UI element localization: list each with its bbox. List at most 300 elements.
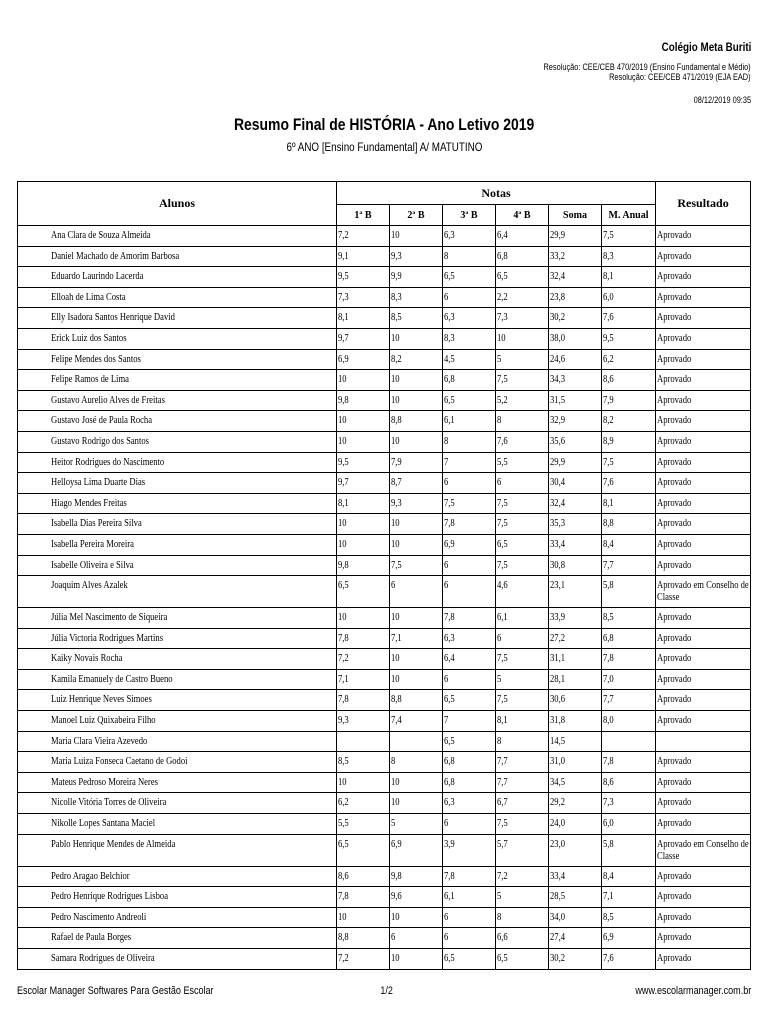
grade-b2: 6 xyxy=(391,579,396,592)
table-row xyxy=(18,669,751,690)
annual-average-cell xyxy=(602,711,656,732)
grade-b4: 4,6 xyxy=(497,579,508,592)
result-status: Aprovado xyxy=(657,249,692,262)
grade-b2-cell xyxy=(390,452,443,473)
grade-sum-cell xyxy=(549,628,602,649)
grade-b3: 6,8 xyxy=(444,775,455,788)
grade-b4: 10 xyxy=(497,331,506,344)
result-status: Aprovado xyxy=(657,631,692,644)
grade-b1: 8,8 xyxy=(338,931,349,944)
student-name: Júlia Mel Nascimento de Siqueira xyxy=(51,611,168,624)
grade-b4-cell xyxy=(496,555,549,576)
annual-average-cell xyxy=(602,928,656,949)
grade-b4-cell xyxy=(496,669,549,690)
grade-b4: 7,3 xyxy=(497,311,508,324)
header-bimester-4: 4ª B xyxy=(496,205,549,226)
grade-b1-cell xyxy=(337,576,390,608)
grade-sum-cell xyxy=(549,649,602,670)
report-timestamp: 08/12/2019 09:35 xyxy=(693,95,751,105)
grade-b2: 10 xyxy=(391,910,400,923)
student-name-cell xyxy=(18,887,337,908)
grade-b3: 7,5 xyxy=(444,496,455,509)
footer-software-name: Escolar Manager Softwares Para Gestão Escolar xyxy=(17,985,214,997)
grade-b1-cell xyxy=(337,690,390,711)
result-status-cell xyxy=(656,349,751,370)
grade-b1-cell xyxy=(337,649,390,670)
annual-average-cell xyxy=(602,514,656,535)
table-row xyxy=(18,608,751,629)
grade-b4: 2,2 xyxy=(497,290,508,303)
result-status: Aprovado xyxy=(657,931,692,944)
grade-b2-cell xyxy=(390,328,443,349)
grade-sum-cell xyxy=(549,555,602,576)
grade-b2-cell xyxy=(390,752,443,773)
table-row xyxy=(18,793,751,814)
grade-b1: 7,2 xyxy=(338,229,349,241)
grade-b1-cell xyxy=(337,887,390,908)
grade-b3: 6 xyxy=(444,817,449,830)
grade-b4: 6 xyxy=(497,631,502,644)
grade-b4-cell xyxy=(496,731,549,752)
result-status: Aprovado xyxy=(657,331,692,344)
grade-b2-cell xyxy=(390,649,443,670)
student-name: Eduardo Laurindo Lacerda xyxy=(51,270,144,283)
table-row xyxy=(18,370,751,391)
table-row xyxy=(18,731,751,752)
annual-average-cell xyxy=(602,731,656,752)
grade-b1-cell xyxy=(337,328,390,349)
report-subtitle: 6º ANO [Ensino Fundamental] A/ MATUTINO xyxy=(286,140,482,154)
grade-sum-cell xyxy=(549,370,602,391)
grade-b1-cell xyxy=(337,752,390,773)
grade-b4: 5 xyxy=(497,352,502,365)
student-name-cell xyxy=(18,752,337,773)
grade-b2-cell xyxy=(390,555,443,576)
grade-b3-cell xyxy=(443,814,496,835)
grade-b1: 7,3 xyxy=(338,290,349,303)
result-status: Aprovado xyxy=(657,910,692,923)
annual-average-cell xyxy=(602,226,656,247)
grade-b2-cell xyxy=(390,866,443,887)
result-status-cell xyxy=(656,411,751,432)
student-name-cell xyxy=(18,669,337,690)
grade-b4: 6,6 xyxy=(497,931,508,944)
grade-b4-cell xyxy=(496,514,549,535)
result-status: Aprovado xyxy=(657,434,692,447)
grade-b1: 10 xyxy=(338,373,347,386)
grade-sum: 30,2 xyxy=(550,311,566,324)
grade-b2-cell xyxy=(390,711,443,732)
annual-average: 7,6 xyxy=(603,311,614,324)
grade-b3-cell xyxy=(443,431,496,452)
grade-b2-cell xyxy=(390,772,443,793)
report-title-container xyxy=(0,115,768,135)
annual-average-cell xyxy=(602,608,656,629)
grade-sum: 34,0 xyxy=(550,910,566,923)
grade-b2: 10 xyxy=(391,952,400,964)
annual-average: 7,6 xyxy=(603,952,614,964)
grade-sum-cell xyxy=(549,834,602,866)
grade-b2: 9,3 xyxy=(391,496,402,509)
grade-b4: 7,6 xyxy=(497,434,508,447)
grade-b3-cell xyxy=(443,752,496,773)
student-name-cell xyxy=(18,473,337,494)
grade-b1: 9,5 xyxy=(338,455,349,468)
grade-b4: 6 xyxy=(497,476,502,489)
grade-sum-cell xyxy=(549,866,602,887)
grade-b2: 6,9 xyxy=(391,837,402,850)
grade-b4: 7,5 xyxy=(497,817,508,830)
grade-b2-cell xyxy=(390,411,443,432)
grade-b3-cell xyxy=(443,731,496,752)
grade-b2-cell xyxy=(390,473,443,494)
result-status: Aprovado xyxy=(657,270,692,283)
header-result: Resultado xyxy=(656,182,751,226)
result-status-cell xyxy=(656,246,751,267)
grade-b1: 6,2 xyxy=(338,796,349,809)
table-row xyxy=(18,246,751,267)
grade-sum-cell xyxy=(549,308,602,329)
grade-b3: 6 xyxy=(444,672,449,685)
grade-b4: 7,5 xyxy=(497,558,508,571)
result-status-cell xyxy=(656,690,751,711)
grade-sum: 24,6 xyxy=(550,352,566,365)
grade-b3-cell xyxy=(443,226,496,247)
grade-b4: 7,2 xyxy=(497,869,508,882)
student-name: Gustavo Aurelio Alves de Freitas xyxy=(51,393,165,406)
student-name: Elly Isadora Santos Henrique David xyxy=(51,311,175,324)
grade-b2-cell xyxy=(390,628,443,649)
result-status: Aprovado xyxy=(657,373,692,386)
student-name-cell xyxy=(18,793,337,814)
grade-b4-cell xyxy=(496,226,549,247)
table-row xyxy=(18,308,751,329)
grade-sum: 27,4 xyxy=(550,931,566,944)
result-status: Aprovado xyxy=(657,496,692,509)
grade-b3: 6 xyxy=(444,931,449,944)
grade-sum: 27,2 xyxy=(550,631,566,644)
grade-b4-cell xyxy=(496,907,549,928)
result-status-cell xyxy=(656,928,751,949)
table-row xyxy=(18,752,751,773)
grade-b3: 6,5 xyxy=(444,734,455,747)
result-status: Aprovado xyxy=(657,869,692,882)
student-name: Daniel Machado de Amorim Barbosa xyxy=(51,249,180,262)
result-status: Aprovado xyxy=(657,952,692,964)
grade-b1: 7,8 xyxy=(338,693,349,706)
grade-b2-cell xyxy=(390,267,443,288)
student-name-cell xyxy=(18,772,337,793)
grade-b1-cell xyxy=(337,349,390,370)
grade-b3-cell xyxy=(443,669,496,690)
grade-b2-cell xyxy=(390,287,443,308)
table-row xyxy=(18,814,751,835)
grade-b4-cell xyxy=(496,711,549,732)
result-status-cell xyxy=(656,534,751,555)
grade-b4: 6,4 xyxy=(497,229,508,241)
student-name: Felipe Ramos de Lima xyxy=(51,373,129,386)
grade-b2: 8,8 xyxy=(391,414,402,427)
grade-b3-cell xyxy=(443,690,496,711)
grade-b3-cell xyxy=(443,370,496,391)
grade-b1-cell xyxy=(337,793,390,814)
grade-b4: 8 xyxy=(497,734,502,747)
grade-b4: 8 xyxy=(497,910,502,923)
result-status: Aprovado xyxy=(657,517,692,530)
footer-page-number: 1/2 xyxy=(380,985,393,997)
table-row xyxy=(18,349,751,370)
result-status: Aprovado xyxy=(657,537,692,550)
grade-sum: 24,0 xyxy=(550,817,566,830)
grade-b1-cell xyxy=(337,226,390,247)
grade-b2: 10 xyxy=(391,331,400,344)
grade-b3: 6 xyxy=(444,290,449,303)
annual-average-cell xyxy=(602,534,656,555)
grade-b4-cell xyxy=(496,287,549,308)
annual-average: 8,6 xyxy=(603,373,614,386)
grade-sum-cell xyxy=(549,328,602,349)
grade-b1: 9,7 xyxy=(338,476,349,489)
grade-b3-cell xyxy=(443,834,496,866)
student-name: Gustavo José de Paula Rocha xyxy=(51,414,153,427)
grade-b2-cell xyxy=(390,949,443,970)
grade-b3: 6,1 xyxy=(444,890,455,903)
annual-average-cell xyxy=(602,349,656,370)
annual-average-cell xyxy=(602,814,656,835)
grade-b1: 9,3 xyxy=(338,714,349,727)
annual-average: 7,1 xyxy=(603,890,614,903)
grade-b1-cell xyxy=(337,473,390,494)
grade-b1-cell xyxy=(337,608,390,629)
annual-average: 7,9 xyxy=(603,393,614,406)
footer-website: www.escolarmanager.com.br xyxy=(635,985,751,997)
student-name: Pedro Aragao Belchior xyxy=(51,869,130,882)
grade-b2-cell xyxy=(390,793,443,814)
student-name-cell xyxy=(18,431,337,452)
grade-sum: 23,1 xyxy=(550,579,566,592)
grade-b4: 7,5 xyxy=(497,496,508,509)
resolution-line-1: Resolução: CEE/CEB 470/2019 (Ensino Fundamental e Médio) xyxy=(543,62,751,72)
grade-b3-cell xyxy=(443,473,496,494)
grade-sum-cell xyxy=(549,431,602,452)
annual-average: 8,1 xyxy=(603,270,614,283)
result-status-cell xyxy=(656,390,751,411)
result-status: Aprovado xyxy=(657,714,692,727)
grade-b2: 8,3 xyxy=(391,290,402,303)
grade-b4-cell xyxy=(496,690,549,711)
grade-b2: 10 xyxy=(391,517,400,530)
result-status-cell xyxy=(656,628,751,649)
table-row xyxy=(18,473,751,494)
student-name-cell xyxy=(18,608,337,629)
grade-sum: 14,5 xyxy=(550,734,566,747)
student-name-cell xyxy=(18,514,337,535)
student-name: Pablo Henrique Mendes de Almeida xyxy=(51,837,176,850)
student-name-cell xyxy=(18,928,337,949)
grade-b1: 6,9 xyxy=(338,352,349,365)
report-title: Resumo Final de HISTÓRIA - Ano Letivo 2019 xyxy=(233,115,535,134)
grade-b2: 9,3 xyxy=(391,249,402,262)
grade-sum-cell xyxy=(549,814,602,835)
grade-b1-cell xyxy=(337,287,390,308)
annual-average: 8,1 xyxy=(603,496,614,509)
header-students: Alunos xyxy=(18,182,337,226)
annual-average: 8,2 xyxy=(603,414,614,427)
grade-sum-cell xyxy=(549,246,602,267)
grade-sum-cell xyxy=(549,608,602,629)
grade-b3: 6 xyxy=(444,579,449,592)
grade-b2: 6 xyxy=(391,931,396,944)
grade-b1-cell xyxy=(337,928,390,949)
result-status-cell xyxy=(656,514,751,535)
grade-sum: 38,0 xyxy=(550,331,566,344)
table-row xyxy=(18,390,751,411)
grade-b3: 6,9 xyxy=(444,537,455,550)
grade-sum: 23,8 xyxy=(550,290,566,303)
grade-sum: 33,2 xyxy=(550,249,566,262)
annual-average-cell xyxy=(602,267,656,288)
header-sum: Soma xyxy=(549,205,602,226)
grade-sum-cell xyxy=(549,226,602,247)
result-status: Aprovado xyxy=(657,890,692,903)
result-status-cell xyxy=(656,493,751,514)
student-name: Isabelle Oliveira e Silva xyxy=(51,558,134,571)
grade-b3-cell xyxy=(443,349,496,370)
grade-b3: 8 xyxy=(444,434,449,447)
student-name-cell xyxy=(18,287,337,308)
grade-b1-cell xyxy=(337,390,390,411)
header-bimester-1: 1ª B xyxy=(337,205,390,226)
table-row xyxy=(18,431,751,452)
student-name-cell xyxy=(18,308,337,329)
grade-b2-cell xyxy=(390,246,443,267)
result-status: Aprovado em Conselho de Classe xyxy=(657,579,749,604)
grade-sum: 30,6 xyxy=(550,693,566,706)
grade-sum-cell xyxy=(549,452,602,473)
grade-b2-cell xyxy=(390,534,443,555)
student-name: Maria Luiza Fonseca Caetano de Godoi xyxy=(51,755,188,768)
grade-b3-cell xyxy=(443,390,496,411)
grades-table xyxy=(17,181,751,970)
grade-sum: 31,8 xyxy=(550,714,566,727)
grade-b3: 7,8 xyxy=(444,517,455,530)
grade-sum-cell xyxy=(549,411,602,432)
grade-b1: 10 xyxy=(338,611,347,624)
annual-average: 8,4 xyxy=(603,869,614,882)
grade-b1: 8,1 xyxy=(338,311,349,324)
grade-sum: 29,9 xyxy=(550,229,566,241)
grade-b1-cell xyxy=(337,814,390,835)
table-header xyxy=(18,182,751,226)
table-body xyxy=(18,226,751,970)
grade-b3-cell xyxy=(443,949,496,970)
grade-b2-cell xyxy=(390,907,443,928)
student-name: Joaquim Alves Azalek xyxy=(51,579,128,592)
result-status-cell xyxy=(656,907,751,928)
grade-b3: 6,3 xyxy=(444,796,455,809)
annual-average-cell xyxy=(602,907,656,928)
annual-average: 7,5 xyxy=(603,455,614,468)
student-name-cell xyxy=(18,493,337,514)
result-status-cell xyxy=(656,772,751,793)
result-status-cell xyxy=(656,752,751,773)
grade-b2-cell xyxy=(390,370,443,391)
table-row xyxy=(18,907,751,928)
result-status-cell xyxy=(656,711,751,732)
grade-b3-cell xyxy=(443,452,496,473)
result-status-cell xyxy=(656,555,751,576)
grade-b4-cell xyxy=(496,493,549,514)
annual-average: 8,8 xyxy=(603,517,614,530)
grade-b4-cell xyxy=(496,431,549,452)
student-name-cell xyxy=(18,731,337,752)
grade-b3-cell xyxy=(443,555,496,576)
grade-sum-cell xyxy=(549,287,602,308)
grade-b1-cell xyxy=(337,834,390,866)
grade-sum: 31,0 xyxy=(550,755,566,768)
grade-b3: 8,3 xyxy=(444,331,455,344)
grade-b1: 9,8 xyxy=(338,393,349,406)
grade-b2: 10 xyxy=(391,373,400,386)
grade-b4-cell xyxy=(496,608,549,629)
grade-b3-cell xyxy=(443,866,496,887)
annual-average-cell xyxy=(602,287,656,308)
grade-b2: 10 xyxy=(391,672,400,685)
annual-average-cell xyxy=(602,887,656,908)
result-status-cell xyxy=(656,866,751,887)
annual-average: 6,2 xyxy=(603,352,614,365)
grade-b4-cell xyxy=(496,866,549,887)
grade-b1-cell xyxy=(337,711,390,732)
grade-sum: 35,6 xyxy=(550,434,566,447)
grade-b1: 6,5 xyxy=(338,579,349,592)
grade-b3: 6,5 xyxy=(444,952,455,964)
annual-average-cell xyxy=(602,431,656,452)
annual-average: 7,3 xyxy=(603,796,614,809)
grade-b1-cell xyxy=(337,308,390,329)
grade-b1: 10 xyxy=(338,910,347,923)
student-name: Júlia Victoria Rodrigues Martins xyxy=(51,631,164,644)
grade-b4-cell xyxy=(496,473,549,494)
grade-b3: 6 xyxy=(444,910,449,923)
student-name-cell xyxy=(18,555,337,576)
grade-b3: 7,8 xyxy=(444,869,455,882)
grade-b4-cell xyxy=(496,887,549,908)
grade-b1: 7,2 xyxy=(338,652,349,665)
grade-b1: 7,8 xyxy=(338,631,349,644)
grade-b3-cell xyxy=(443,287,496,308)
student-name-cell xyxy=(18,834,337,866)
grade-b3: 6,3 xyxy=(444,631,455,644)
student-name-cell xyxy=(18,534,337,555)
grade-b3-cell xyxy=(443,328,496,349)
student-name-cell xyxy=(18,949,337,970)
table-row xyxy=(18,411,751,432)
grade-b4-cell xyxy=(496,949,549,970)
grade-b4: 7,5 xyxy=(497,517,508,530)
grade-b2-cell xyxy=(390,431,443,452)
grade-b4-cell xyxy=(496,649,549,670)
grade-sum: 30,4 xyxy=(550,476,566,489)
grade-b3: 4,5 xyxy=(444,352,455,365)
grade-sum: 23,0 xyxy=(550,837,566,850)
annual-average: 7,7 xyxy=(603,558,614,571)
student-name-cell xyxy=(18,576,337,608)
grade-b4-cell xyxy=(496,411,549,432)
annual-average-cell xyxy=(602,370,656,391)
annual-average-cell xyxy=(602,473,656,494)
grade-b4-cell xyxy=(496,246,549,267)
